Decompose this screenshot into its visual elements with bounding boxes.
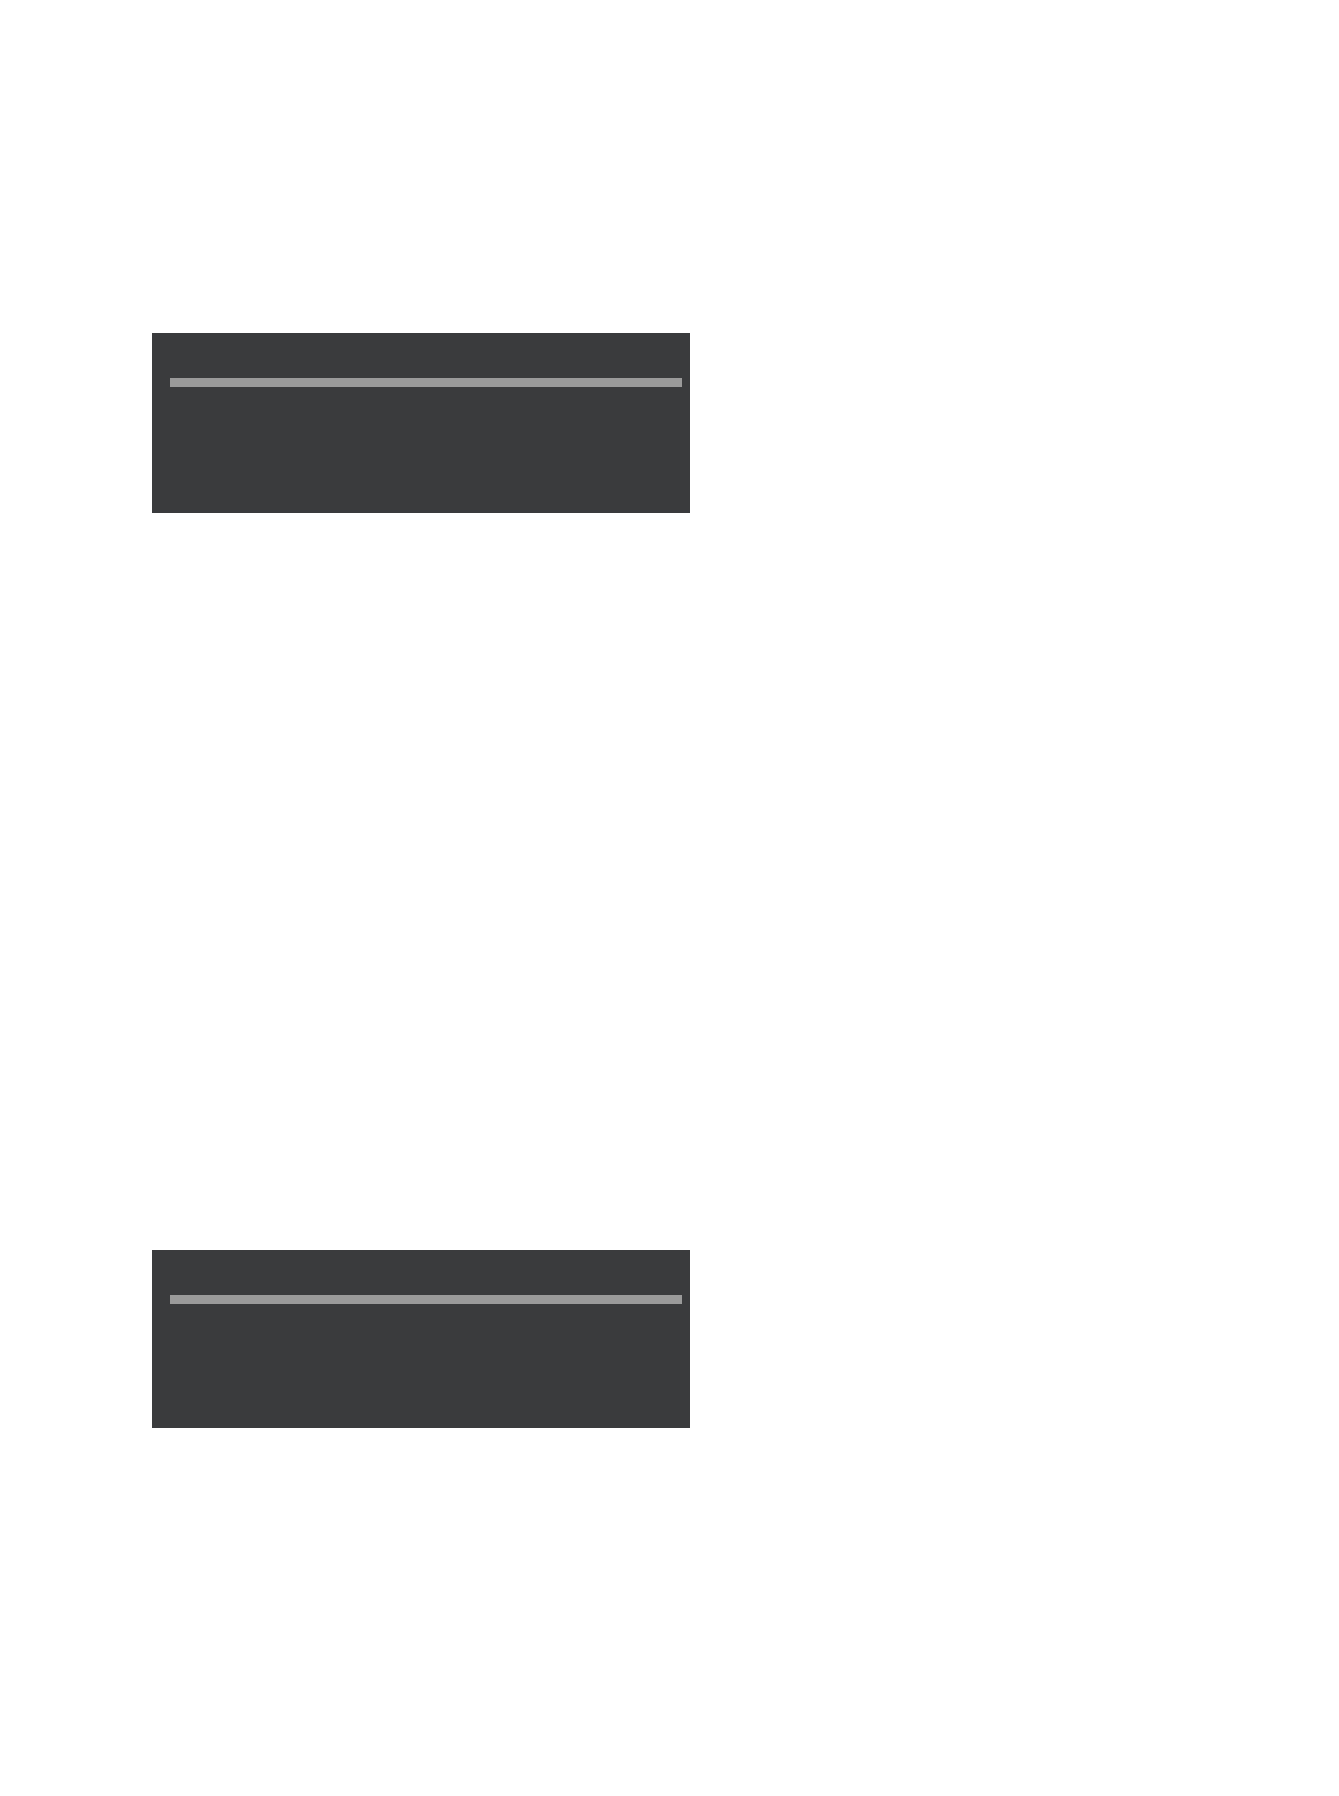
chapter-7-rule	[170, 1295, 682, 1304]
toc-entry-final[interactable]	[718, 1592, 1246, 1646]
chapter-7-banner	[152, 1250, 690, 1428]
chapter-6-banner	[152, 333, 690, 513]
toc-final-section	[718, 1592, 1246, 1646]
chapter-6-rule	[170, 378, 682, 387]
